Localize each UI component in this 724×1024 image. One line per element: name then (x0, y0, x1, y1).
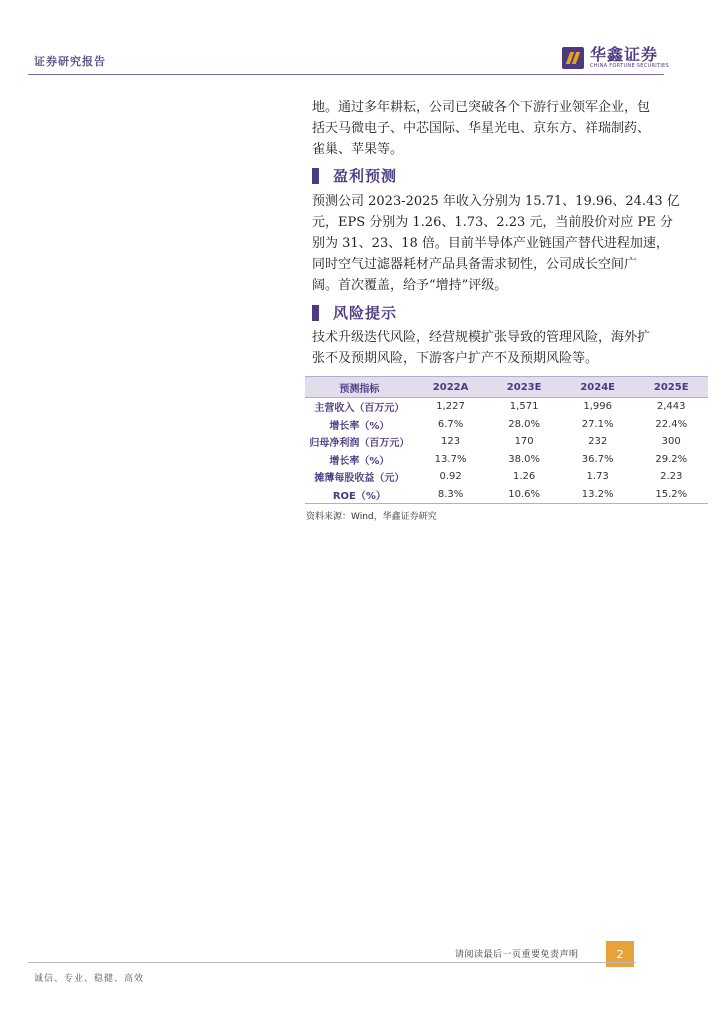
profit-paragraph (312, 191, 700, 296)
logo-mark-icon (562, 47, 584, 69)
table-cell: 2.23 (660, 471, 683, 483)
table-header-row (305, 377, 708, 398)
table-cell: 10.6% (487, 486, 561, 504)
row-label: 摊薄每股收益（元） (314, 473, 405, 485)
company-logo (562, 46, 669, 69)
table-cell: 13.7% (434, 453, 467, 465)
row-label: 主营收入（百万元） (314, 403, 405, 415)
table-header-cell: 预测指标 (305, 377, 414, 398)
table-cell: 29.2% (655, 453, 688, 465)
row-label: 增长率（%） (329, 420, 390, 432)
table-row (305, 433, 708, 451)
table-cell: 123 (441, 436, 461, 448)
report-label: 证券研究报告 (34, 55, 106, 68)
table-row (305, 398, 708, 416)
header-divider (28, 74, 664, 75)
table-cell: 22.4% (655, 418, 688, 430)
table-cell: 1.73 (586, 471, 609, 483)
table-header-cell: 2025E (634, 377, 708, 398)
table-row (305, 451, 708, 469)
profit-line: 元，EPS 分别为 1.26、1.73、2.23 元，当前股价对应 PE 分 (312, 215, 673, 230)
risk-section-heading (312, 302, 397, 323)
logo-cn: 华鑫证券 (590, 45, 659, 64)
table-cell: 13.2% (561, 486, 635, 504)
profit-line: 同时空气过滤器耗材产品具备需求韧性，公司成长空间广 (312, 257, 638, 272)
intro-line: 地。通过多年耕耘，公司已突破各个下游行业领军企业，包 (312, 100, 651, 115)
logo-text (590, 46, 669, 69)
table-cell: 300 (661, 436, 681, 448)
table-cell: 1,571 (509, 401, 539, 413)
table-cell: 28.0% (508, 418, 540, 430)
table-cell: 27.1% (581, 418, 614, 430)
table-cell: 36.7% (581, 453, 614, 465)
table-cell: 1,227 (436, 401, 465, 413)
table-row (305, 486, 708, 504)
section-title: 风险提示 (333, 304, 398, 322)
row-label: ROE（%） (305, 486, 414, 504)
table-header-cell: 2023E (487, 377, 561, 398)
table-header-cell: 2022A (414, 377, 488, 398)
footer-disclaimer: 请阅读最后一页重要免责声明 (455, 950, 579, 960)
table-source: 资料来源：Wind，华鑫证券研究 (306, 512, 437, 522)
profit-line: 别为 31、23、18 倍。目前半导体产业链国产替代进程加速， (312, 236, 669, 251)
profit-line: 阔。首次覆盖，给予“增持”评级。 (312, 278, 508, 293)
row-label: 增长率（%） (329, 455, 390, 467)
table-cell: 0.92 (439, 471, 462, 483)
section-title: 盈利预测 (333, 167, 398, 185)
risk-line: 张不及预期风险，下游客户扩产不及预期风险等。 (312, 351, 599, 366)
table-cell: 1.26 (512, 471, 536, 483)
table-cell: 38.0% (508, 453, 540, 465)
table-cell: 15.2% (634, 486, 708, 504)
intro-line: 括天马微电子、中芯国际、华星光电、京东方、祥瑞制药、 (312, 121, 651, 136)
table-cell: 232 (588, 436, 608, 448)
table-cell: 1,996 (583, 401, 612, 413)
intro-paragraph (312, 97, 700, 160)
table-cell: 6.7% (437, 418, 464, 430)
profit-section-heading (312, 165, 397, 186)
section-marker (312, 305, 319, 321)
table-header-cell: 2024E (561, 377, 635, 398)
table-cell: 2,443 (656, 401, 686, 413)
footer-motto: 诚信、专业、稳健、高效 (34, 974, 145, 984)
risk-line: 技术升级迭代风险，经营规模扩张导致的管理风险，海外扩 (312, 330, 651, 345)
table-cell: 8.3% (414, 486, 488, 504)
page-number: 2 (606, 941, 634, 967)
section-marker (312, 168, 319, 184)
table-row (305, 416, 708, 434)
row-label: 归母净利润（百万元） (309, 438, 410, 450)
footer-divider (28, 962, 636, 963)
table-row (305, 468, 708, 486)
profit-line: 预测公司 2023-2025 年收入分别为 15.71、19.96、24.43 亿 (312, 194, 680, 209)
risk-paragraph (312, 327, 700, 369)
forecast-table (305, 376, 708, 504)
table-cell: 170 (514, 436, 534, 448)
intro-line: 雀巢、苹果等。 (312, 142, 404, 157)
logo-en: CHINA FORTUNE SECURITIES (590, 63, 670, 69)
